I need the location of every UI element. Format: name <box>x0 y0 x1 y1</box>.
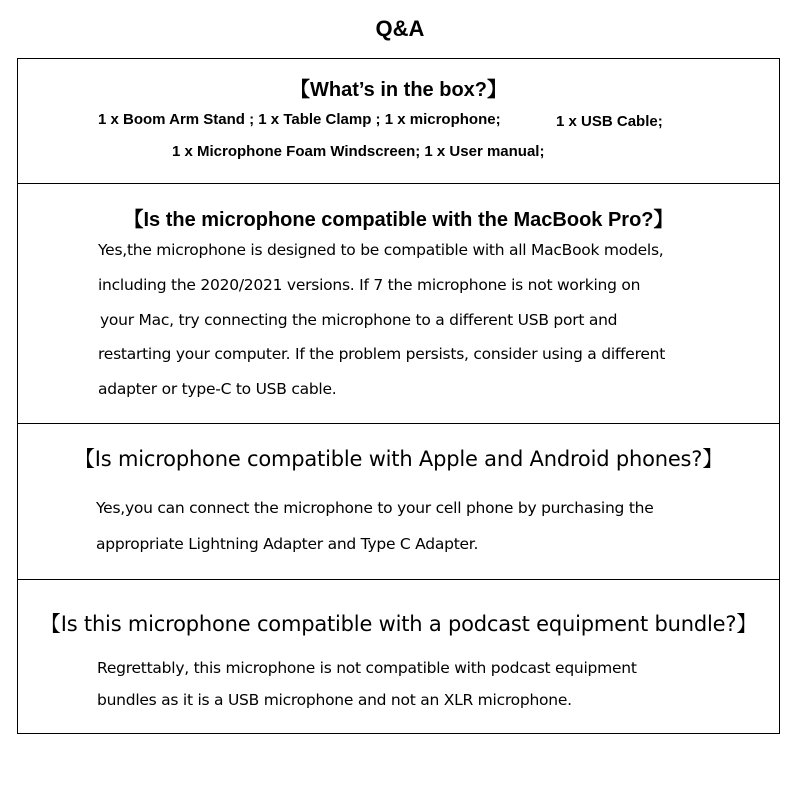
question-heading: 【Is the microphone compatible with the MacBook Pro?】 <box>123 209 674 231</box>
qa-table <box>17 58 780 734</box>
answer-line: Yes,the microphone is designed to be compatible with all MacBook models, <box>98 241 664 259</box>
answer-line: 1 x Boom Arm Stand ; 1 x Table Clamp ; 1 x microphone; <box>98 111 501 128</box>
page-title: Q&A <box>375 16 425 41</box>
question-heading: 【Is this microphone compatible with a podcast equipment bundle?】 <box>39 612 758 636</box>
answer-line: adapter or type-C to USB cable. <box>98 380 337 398</box>
answer-line: your Mac, try connecting the microphone to a different USB port and <box>100 311 618 329</box>
answer-line: Yes,you can connect the microphone to your cell phone by purchasing the <box>96 499 654 517</box>
answer-line: 1 x USB Cable; <box>556 113 663 130</box>
answer-line: appropriate Lightning Adapter and Type C Adapter. <box>96 535 479 553</box>
answer-line: Regrettably, this microphone is not compatible with podcast equipment <box>97 659 637 677</box>
answer-line: including the 2020/2021 versions. If 7 the microphone is not working on <box>98 276 641 294</box>
qa-section-whats-in-the-box <box>18 59 779 183</box>
qa-section-phone-compatibility <box>18 423 779 579</box>
qa-section-podcast-bundle <box>18 579 779 733</box>
answer-line: 1 x Microphone Foam Windscreen; 1 x User manual; <box>172 143 545 160</box>
question-heading: 【What’s in the box?】 <box>289 79 508 101</box>
qa-section-macbook-compatibility <box>18 183 779 423</box>
question-heading: 【Is microphone compatible with Apple and Android phones?】 <box>73 447 724 471</box>
answer-line: restarting your computer. If the problem persists, consider using a different <box>98 345 666 363</box>
answer-line: bundles as it is a USB microphone and not an XLR microphone. <box>97 691 572 709</box>
